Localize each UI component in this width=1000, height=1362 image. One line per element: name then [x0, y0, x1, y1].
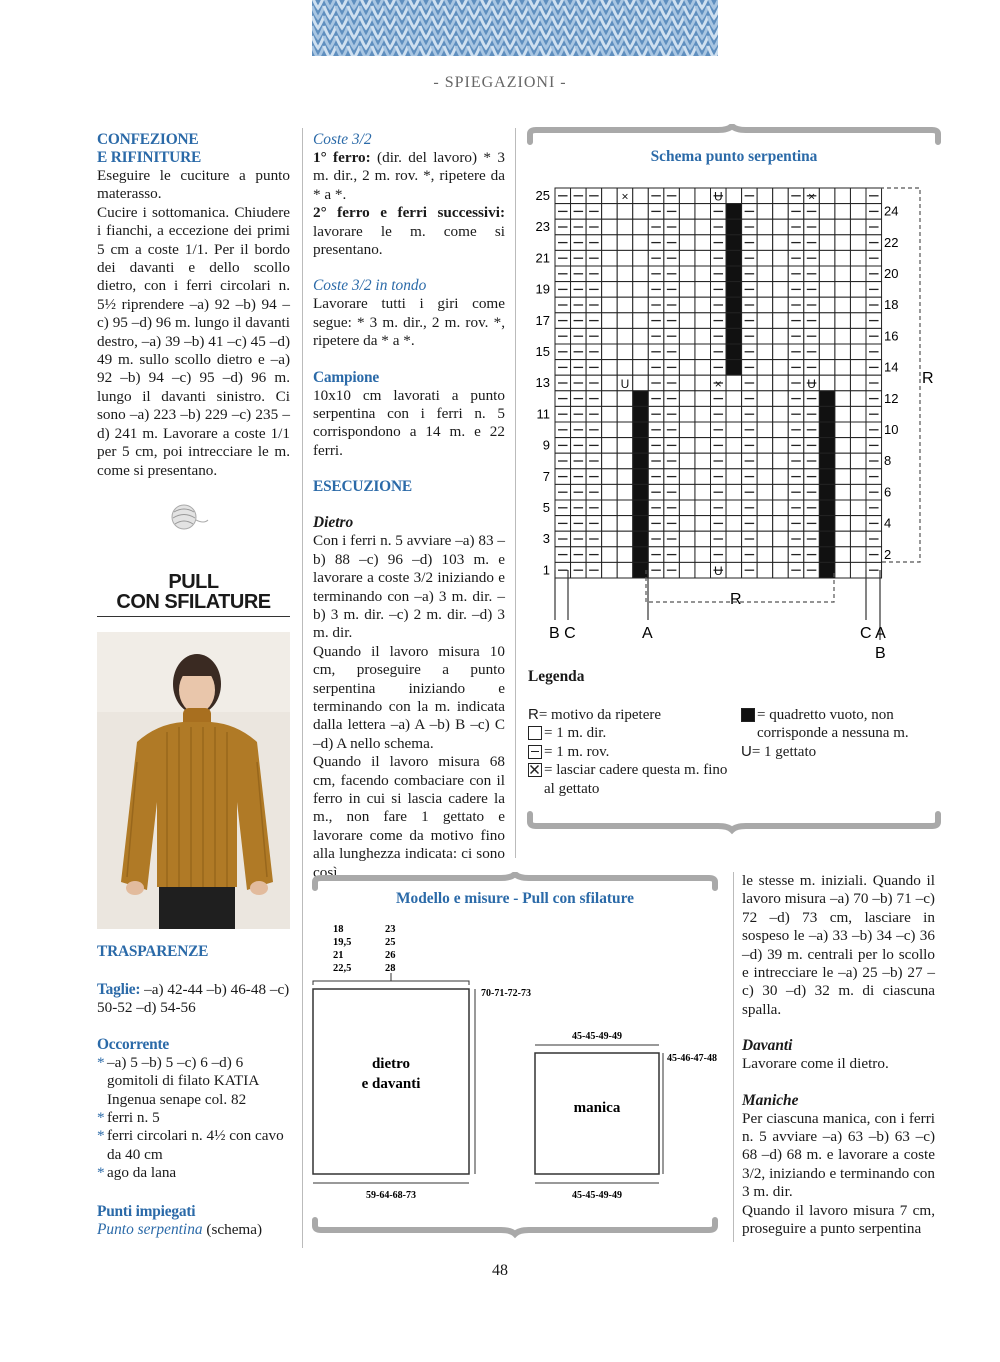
maniche-paragraph-1: Per ciascuna manica, con i ferri n. 5 avviare –a) 63 –b) 63 –c) 68 –d) 68 m. e lavorare a coste 3/2, iniziando e terminando con 3 m. dir.: [742, 1109, 935, 1201]
punti-impiegati-title: Punti impiegati: [97, 1202, 196, 1220]
row-label-right: 8: [884, 453, 892, 469]
model-title: Modello e misure - Pull con sfilature: [396, 890, 634, 907]
size-a-1: 18: [333, 924, 344, 935]
svg-text:U: U: [620, 376, 630, 391]
chart-title: Schema punto serpentina: [650, 148, 818, 165]
svg-text:×: ×: [621, 189, 629, 204]
campione-paragraph: 10x10 cm lavorati a punto serpentina con i ferri n. 5 corrispondono a 14 m. e 22 ferri.: [313, 386, 505, 459]
body-label-1: dietro: [371, 1056, 411, 1072]
column-divider: [733, 872, 734, 1242]
yarn-ball-icon: [164, 498, 210, 536]
dietro-paragraph-2: Quando il lavoro misura 10 cm, proseguire a punto serpentina iniziando e terminando con la m. indicata dalla lettera –a) A –b) B –c) C –d) A nello schema.: [313, 642, 505, 752]
size-b-1: 23: [385, 924, 396, 935]
coste32-paragraph-2: 2° ferro e ferri successivi: lavorare le m. come si presentano.: [313, 204, 505, 259]
title-rule: [97, 616, 290, 617]
legend: [528, 668, 938, 797]
dash-square-icon: [528, 745, 542, 759]
row-label-left: 15: [535, 344, 550, 359]
letter-a-mid: A: [642, 625, 653, 642]
legend-item-purl: = 1 m. rov.: [528, 743, 728, 761]
sleeve-label: manica: [573, 1100, 621, 1116]
row-label-left: 19: [535, 281, 550, 297]
repeat-label-side: R: [922, 370, 934, 387]
letter-b-right: B: [875, 645, 886, 662]
davanti-paragraph: Lavorare come il dietro.: [742, 1055, 889, 1073]
sleeve-bottom-label: 45-45-49-49: [572, 1190, 622, 1201]
row-label-left: 3: [542, 531, 550, 547]
materials-block: [97, 943, 290, 1239]
page-number: 48: [492, 1262, 508, 1279]
svg-text:U: U: [713, 189, 723, 204]
row-label-right: 12: [884, 390, 899, 406]
legend-column-left: [528, 706, 728, 798]
occorrente-item: * –a) 5 –b) 5 –c) 6 –d) 6 gomitoli di filato KATIA Ingenua senape col. 82: [97, 1053, 259, 1108]
svg-text:U: U: [807, 376, 816, 391]
maniche-title: Maniche: [742, 1091, 799, 1109]
pattern-title-line-1: PULL: [168, 571, 219, 593]
punto-serpentina-link: Punto serpentina: [97, 1220, 203, 1238]
row-label-right: 16: [884, 328, 899, 344]
campione-title: Campione: [313, 368, 379, 386]
col3-paragraph-1: le stesse m. iniziali. Quando il lavoro misura –a) 70 –b) 71 –c) 72 –d) 73 cm, lasciare in sospeso le –a) 33 –b) 34 –c) 36 –d) 39 m. centrali per lo scollo e intrecciare le –a) 25 –b) 27 –c) 30 –d) 32 m. di ciascuna spalla.: [742, 872, 935, 1018]
body-height-label: 70-71-72-73: [481, 988, 531, 999]
pattern-title-line-2: CON SFILATURE: [116, 591, 271, 613]
confezione-title-line-1: CONFEZIONE: [97, 131, 199, 148]
column-divider: [302, 128, 303, 1248]
row-label-right: 20: [884, 266, 899, 281]
knit-swatch-image: [312, 0, 718, 56]
row-label-left: 1: [542, 562, 550, 578]
size-a-4: 22,5: [333, 963, 352, 974]
black-square-icon: [741, 708, 755, 722]
taglie-paragraph: [97, 981, 290, 1018]
body-width-label: 59-64-68-73: [366, 1190, 416, 1201]
column-2: [313, 131, 505, 882]
maniche-paragraph-2: Quando il lavoro misura 7 cm, proseguire a punto serpentina: [742, 1201, 935, 1238]
occorrente-item: * ferri circolari n. 4½ con cavo da 40 cm: [97, 1127, 284, 1163]
coste-tondo-title: Coste 3/2 in tondo: [313, 277, 427, 295]
legend-title: Legenda: [528, 668, 585, 685]
esecuzione-title: ESECUZIONE: [313, 478, 412, 496]
confezione-paragraph-1: Eseguire le cuciture a punto materasso.: [97, 167, 290, 203]
occorrente-list: [97, 1054, 290, 1183]
sweater-photo: [97, 632, 290, 929]
row-label-right: 10: [884, 422, 899, 437]
svg-text:×: ×: [808, 189, 816, 204]
dietro-paragraph-3: Quando il lavoro misura 68 cm, facendo combaciare con il ferro in cui si lascia cadere la m., non fare 1 gettato e lavorare come da motivo fino alla lunghezza indicata: ci sono così: [313, 753, 505, 881]
row-label-left: 9: [542, 437, 550, 453]
row-label-right: 18: [884, 297, 899, 313]
legend-item-repeat: R = motivo da ripetere: [528, 706, 662, 723]
size-b-4: 28: [385, 963, 396, 974]
coste32-title: Coste 3/2: [313, 131, 372, 148]
punto-serpentina-note: (schema): [202, 1220, 263, 1238]
row-label-left: 25: [535, 188, 550, 203]
body-label-2: e davanti: [361, 1076, 421, 1092]
svg-text:U: U: [713, 564, 723, 578]
occorrente-title: Occorrente: [97, 1035, 170, 1053]
sleeve-top-label: 45-45-49-49: [572, 1031, 622, 1042]
column-3: [742, 872, 935, 1239]
row-label-left: 7: [542, 468, 550, 484]
empty-square-icon: [528, 726, 542, 740]
letters-bc: B C: [549, 625, 576, 642]
column-1: [97, 131, 290, 480]
size-a-2: 19,5: [333, 937, 352, 948]
section-title: - SPIEGAZIONI -: [433, 74, 567, 91]
knitting-chart: [518, 170, 950, 670]
letters-ca: C A: [860, 625, 886, 642]
row-label-left: 5: [542, 500, 550, 515]
legend-item-empty: = quadretto vuoto, non corrisponde a nessuna m.: [741, 706, 938, 743]
pattern-title: [97, 572, 290, 612]
row-label-right: 6: [884, 484, 892, 500]
confezione-paragraph-2: Cucire i sottomanica. Chiudere i fianchi, a eccezione dei primi 5 cm a coste 1/1. Per il bordo dei davanti e dello scollo dietro, con i ferri circolari n. 5½ riprendere –a) 92 –b) 94 –c) 95 –d) 96 m. lungo il davanti destro, –a) 39 –b) 41 –c) 45 –d) 49 m. sullo scollo dietro e –a) 92 –b) 94 –c) 95 –d) 96 m. lungo il davanti sinistro. Ci sono –a) 223 –b) 229 –c) 235 –d) 241 m. Lavorare a coste 1/1 per 5 cm, poi intrecciare le m. come si presentano.: [97, 203, 290, 479]
row-label-right: 14: [884, 359, 899, 375]
legend-item-knit: = 1 m. dir.: [528, 724, 728, 742]
row-label-left: 13: [535, 375, 550, 391]
confezione-title-line-2: E RIFINITURE: [97, 149, 202, 166]
legend-item-drop: = lasciar cadere questa m. fino al gettato: [528, 761, 728, 798]
dietro-title: Dietro: [313, 514, 354, 532]
taglie-value: –a) 42-44 –b) 46-48 –c) 50-52 –d) 54-56: [97, 981, 290, 1017]
row-label-right: 2: [884, 546, 892, 562]
column-divider: [515, 128, 516, 858]
schematic-diagram: [305, 915, 725, 1215]
legend-column-right: [741, 706, 938, 761]
row-label-right: 24: [884, 203, 899, 219]
occorrente-item: * ferri n. 5: [97, 1109, 160, 1127]
taglie-label: Taglie:: [97, 981, 141, 998]
legend-item-yarnover: U = 1 gettato: [741, 742, 817, 760]
trasparenze-title: TRASPARENZE: [97, 943, 209, 960]
occorrente-item: * ago da lana: [97, 1164, 177, 1182]
size-a-3: 21: [333, 950, 344, 961]
row-label-right: 4: [884, 515, 892, 531]
row-label-left: 17: [535, 312, 550, 328]
row-label-left: 23: [535, 219, 550, 235]
coste32-paragraph-1: 1° ferro: (dir. del lavoro) * 3 m. dir., 2 m. rov. *, ripetere da * a *.: [313, 149, 505, 203]
punti-impiegati-line: [97, 1221, 290, 1239]
sleeve-height-label: 45-46-47-48: [667, 1053, 717, 1064]
svg-text:×: ×: [714, 376, 722, 391]
size-b-2: 25: [385, 937, 396, 948]
row-label-left: 11: [536, 406, 550, 422]
repeat-label-bottom: R: [730, 591, 742, 608]
size-b-3: 26: [385, 950, 396, 961]
row-label-left: 21: [535, 250, 550, 266]
coste-tondo-paragraph: Lavorare tutti i giri come segue: * 3 m. dir., 2 m. rov. *, ripetere da * a *.: [313, 295, 505, 350]
row-label-right: 22: [884, 234, 899, 250]
x-square-icon: [528, 763, 542, 777]
davanti-title: Davanti: [742, 1037, 793, 1055]
dietro-paragraph-1: Con i ferri n. 5 avviare –a) 83 –b) 88 –c) 96 –d) 103 m. e lavorare a coste 3/2 iniziando e terminando con –a) 3 m. dir. –b) 3 m. dir. –c) 2 m. dir. –d) 3 m. dir.: [313, 532, 505, 642]
